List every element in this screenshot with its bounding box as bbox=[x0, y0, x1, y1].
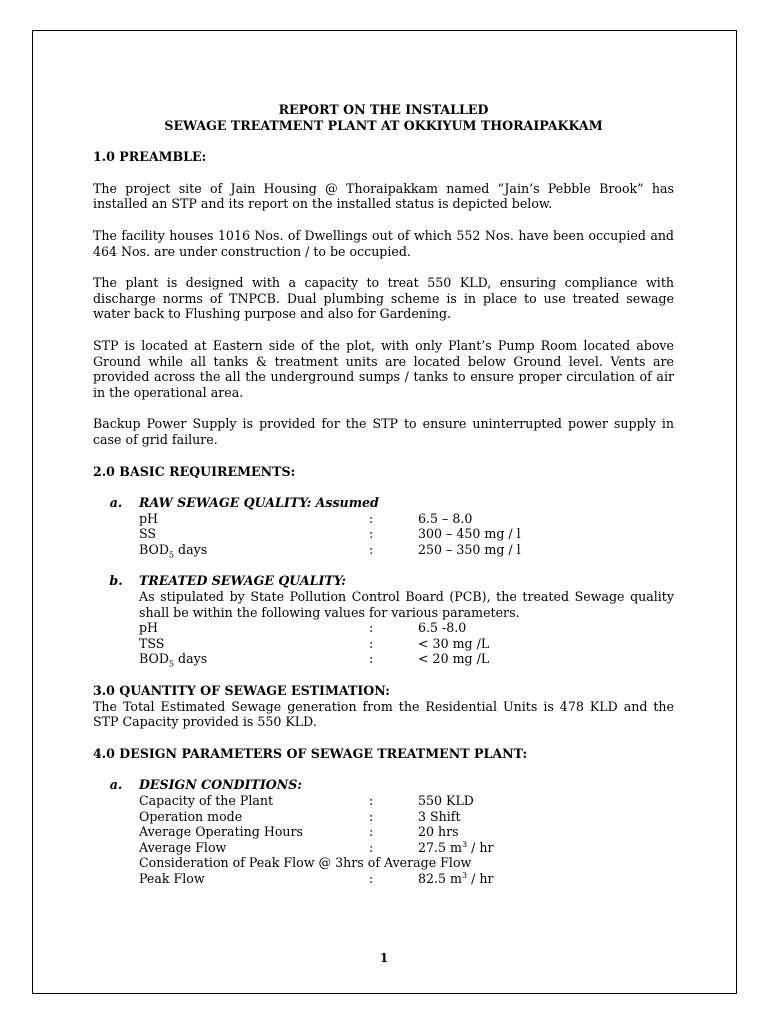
subsection-letter: b. bbox=[109, 573, 123, 589]
param-name: $BOD_5$ days bbox=[139, 541, 208, 560]
param-value: < 20 mg /L bbox=[418, 651, 490, 667]
param-row bbox=[139, 620, 674, 636]
subsection-title: DESIGN CONDITIONS: bbox=[139, 777, 302, 793]
param-value: 250 – 350 mg / l bbox=[418, 541, 521, 557]
subsection-title: TREATED SEWAGE QUALITY: bbox=[139, 573, 346, 589]
param-row bbox=[139, 636, 674, 652]
subsection-letter: a. bbox=[109, 777, 123, 793]
param-value: 20 hrs bbox=[418, 824, 459, 840]
design-conditions-subheading bbox=[93, 777, 674, 793]
param-row bbox=[139, 651, 674, 667]
param-row bbox=[139, 542, 674, 558]
param-name: TSS bbox=[139, 635, 165, 651]
preamble-paragraph-4: STP is located at Eastern side of the plot, with only Plant’s Pump Room located above Ground while all tanks & treatment units are located below Ground level. Vents are provided across the all the underground sumps / tanks to ensure proper circulation of air in the operational area. bbox=[93, 337, 674, 400]
separator: : bbox=[369, 870, 374, 886]
separator: : bbox=[369, 651, 374, 667]
section-2-heading: 2.0 BASIC REQUIREMENTS: bbox=[93, 463, 296, 479]
param-name: SS bbox=[139, 526, 157, 542]
treated-sewage-subheading bbox=[93, 573, 674, 589]
title-line-1: REPORT ON THE INSTALLED bbox=[278, 102, 489, 117]
title-line-2: SEWAGE TREATMENT PLANT AT OKKIYUM THORAIPAKKAM bbox=[164, 117, 603, 133]
param-name: Average Flow bbox=[139, 839, 227, 855]
param-value: 550 KLD bbox=[418, 793, 474, 808]
separator: : bbox=[369, 510, 374, 526]
raw-sewage-subheading bbox=[93, 495, 674, 511]
subsection-letter: a. bbox=[109, 495, 123, 511]
param-name: pH bbox=[139, 510, 159, 526]
param-name: pH bbox=[139, 620, 159, 636]
param-value: 27.5 $m^3$ / hr bbox=[418, 839, 494, 855]
separator: : bbox=[369, 824, 374, 840]
param-row bbox=[139, 871, 674, 887]
param-name: Peak Flow bbox=[139, 870, 205, 886]
preamble-paragraph-2: The facility houses 1016 Nos. of Dwellings out of which 552 Nos. have been occupied and 464 Nos. are under construction / to be occupied. bbox=[93, 227, 674, 259]
section-3-heading: 3.0 QUANTITY OF SEWAGE ESTIMATION: bbox=[93, 683, 390, 699]
param-value: 82.5 $m^3$ / hr bbox=[418, 870, 494, 886]
param-value: 3 Shift bbox=[418, 808, 461, 824]
param-name: Operation mode bbox=[139, 808, 243, 824]
param-row bbox=[139, 793, 674, 809]
param-name: $BOD_5$ days bbox=[139, 651, 208, 669]
param-value: < 30 mg /L bbox=[418, 635, 490, 651]
separator: : bbox=[369, 793, 374, 808]
section-1-heading: 1.0 PREAMBLE: bbox=[93, 149, 207, 165]
param-row bbox=[139, 511, 674, 527]
separator: : bbox=[369, 839, 374, 855]
section-4-heading: 4.0 DESIGN PARAMETERS OF SEWAGE TREATMENT PLANT: bbox=[93, 745, 528, 761]
treated-sewage-description: As stipulated by State Pollution Control Board (PCB), the treated Sewage quality shall be within the following values for various parameters. bbox=[139, 589, 674, 620]
separator: : bbox=[369, 620, 374, 636]
report-body bbox=[93, 102, 674, 887]
param-value: 6.5 – 8.0 bbox=[418, 510, 473, 526]
preamble-paragraph-3: The plant is designed with a capacity to treat 550 KLD, ensuring compliance with discharge norms of TNPCB. Dual plumbing scheme is in place to use treated sewage water back to Flushing purpose and also for Gardening. bbox=[93, 275, 674, 322]
param-row bbox=[139, 840, 674, 856]
preamble-paragraph-1: The project site of Jain Housing @ Thoraipakkam named “Jain’s Pebble Brook” has installed an STP and its report on the installed status is depicted below. bbox=[93, 180, 674, 212]
separator: : bbox=[369, 541, 374, 557]
param-name: Average Operating Hours bbox=[139, 824, 303, 840]
param-row bbox=[139, 526, 674, 542]
param-value: 300 – 450 mg / l bbox=[418, 526, 521, 542]
separator: : bbox=[369, 808, 374, 824]
subsection-title: RAW SEWAGE QUALITY: Assumed bbox=[139, 495, 379, 511]
param-row bbox=[139, 809, 674, 825]
separator: : bbox=[369, 635, 374, 651]
separator: : bbox=[369, 526, 374, 542]
note-text: Consideration of Peak Flow @ 3hrs of Average Flow bbox=[139, 855, 472, 871]
param-row bbox=[139, 824, 674, 840]
param-value: 6.5 -8.0 bbox=[418, 620, 467, 636]
param-name: Capacity of the Plant bbox=[139, 793, 274, 808]
preamble-paragraph-5: Backup Power Supply is provided for the STP to ensure uninterrupted power supply in case of grid failure. bbox=[93, 416, 674, 447]
quantity-paragraph: The Total Estimated Sewage generation from the Residential Units is 478 KLD and the STP Capacity provided is 550 KLD. bbox=[93, 698, 674, 730]
page-number: 1 bbox=[379, 951, 389, 965]
peak-flow-note bbox=[139, 855, 674, 871]
